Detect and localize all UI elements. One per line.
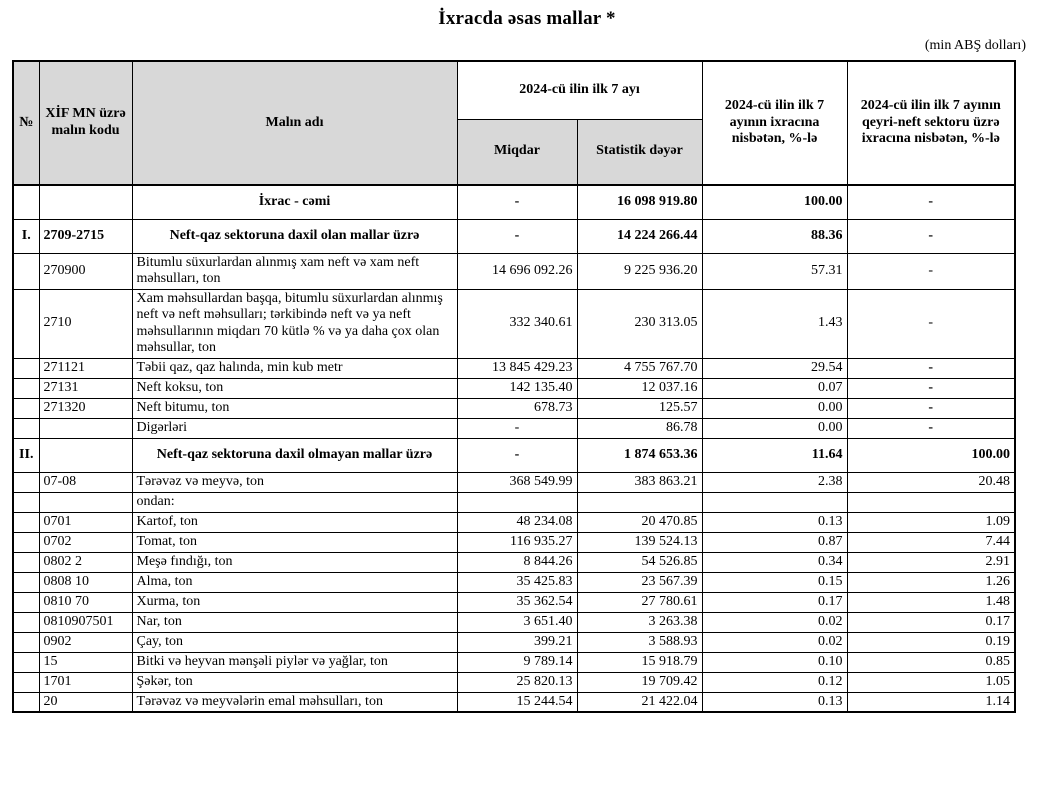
header-code: XİF MN üzrə malın kodu bbox=[39, 61, 132, 185]
cell-code: 0701 bbox=[39, 512, 132, 532]
cell-no bbox=[13, 185, 39, 219]
header-period: 2024-cü ilin ilk 7 ayı bbox=[457, 61, 702, 119]
cell-name: Kartof, ton bbox=[132, 512, 457, 532]
cell-name: Tərəvəz və meyvə, ton bbox=[132, 472, 457, 492]
cell-name: İxrac - cəmi bbox=[132, 185, 457, 219]
cell-name: Tomat, ton bbox=[132, 532, 457, 552]
header-pct-total: 2024-cü ilin ilk 7 ayının ixracına nisbətən, %-lə bbox=[702, 61, 847, 185]
cell-name: Şəkər, ton bbox=[132, 672, 457, 692]
page-title: İxracda əsas mallar * bbox=[438, 8, 616, 29]
cell-no bbox=[13, 532, 39, 552]
cell-name: Alma, ton bbox=[132, 572, 457, 592]
cell-code: 271320 bbox=[39, 398, 132, 418]
cell-name: Xam məhsullardan başqa, bitumlu süxurlardan alınmış neft və neft məhsulları; tərkibində neft və ya neft məhsullarının miqdarı 70 kütlə % və ya daha çox olan məhsullar, ton bbox=[132, 289, 457, 358]
cell-stat-value: 15 918.79 bbox=[577, 652, 702, 672]
table-row bbox=[13, 492, 1015, 512]
cell-pct-nonoil: 100.00 bbox=[847, 438, 1015, 472]
table-row bbox=[13, 219, 1015, 253]
table-row bbox=[13, 512, 1015, 532]
cell-pct-total: 1.43 bbox=[702, 289, 847, 358]
cell-code: 2710 bbox=[39, 289, 132, 358]
cell-pct-total: 29.54 bbox=[702, 358, 847, 378]
cell-quantity: 8 844.26 bbox=[457, 552, 577, 572]
cell-pct-nonoil: - bbox=[847, 185, 1015, 219]
cell-stat-value: 54 526.85 bbox=[577, 552, 702, 572]
cell-stat-value: 383 863.21 bbox=[577, 472, 702, 492]
table-row bbox=[13, 418, 1015, 438]
cell-code: 0802 2 bbox=[39, 552, 132, 572]
cell-code: 07-08 bbox=[39, 472, 132, 492]
cell-pct-nonoil: 1.09 bbox=[847, 512, 1015, 532]
cell-stat-value: 23 567.39 bbox=[577, 572, 702, 592]
cell-no bbox=[13, 672, 39, 692]
cell-no bbox=[13, 552, 39, 572]
cell-stat-value: 16 098 919.80 bbox=[577, 185, 702, 219]
cell-quantity: 368 549.99 bbox=[457, 472, 577, 492]
cell-stat-value: 1 874 653.36 bbox=[577, 438, 702, 472]
cell-stat-value bbox=[577, 492, 702, 512]
exports-table bbox=[12, 60, 1016, 713]
cell-pct-nonoil: - bbox=[847, 219, 1015, 253]
cell-quantity: - bbox=[457, 185, 577, 219]
table-body bbox=[13, 185, 1015, 712]
cell-no bbox=[13, 492, 39, 512]
cell-code bbox=[39, 185, 132, 219]
table-row bbox=[13, 692, 1015, 712]
header-pct-nonoil: 2024-cü ilin ilk 7 ayının qeyri-neft sektoru üzrə ixracına nisbətən, %-lə bbox=[847, 61, 1015, 185]
cell-stat-value: 125.57 bbox=[577, 398, 702, 418]
cell-stat-value: 3 263.38 bbox=[577, 612, 702, 632]
cell-pct-total: 0.87 bbox=[702, 532, 847, 552]
cell-pct-total bbox=[702, 492, 847, 512]
cell-quantity: 35 362.54 bbox=[457, 592, 577, 612]
cell-stat-value: 12 037.16 bbox=[577, 378, 702, 398]
cell-code: 0808 10 bbox=[39, 572, 132, 592]
cell-code bbox=[39, 418, 132, 438]
table-row bbox=[13, 632, 1015, 652]
cell-no bbox=[13, 632, 39, 652]
cell-name: Nar, ton bbox=[132, 612, 457, 632]
cell-code bbox=[39, 492, 132, 512]
table-row bbox=[13, 592, 1015, 612]
cell-quantity: 14 696 092.26 bbox=[457, 253, 577, 289]
table-header bbox=[13, 61, 1015, 185]
cell-no bbox=[13, 572, 39, 592]
cell-pct-nonoil: 0.85 bbox=[847, 652, 1015, 672]
cell-stat-value: 230 313.05 bbox=[577, 289, 702, 358]
cell-pct-nonoil: - bbox=[847, 418, 1015, 438]
cell-pct-total: 0.07 bbox=[702, 378, 847, 398]
table-row bbox=[13, 253, 1015, 289]
cell-pct-nonoil: - bbox=[847, 289, 1015, 358]
cell-pct-nonoil: - bbox=[847, 358, 1015, 378]
cell-no bbox=[13, 418, 39, 438]
cell-quantity: - bbox=[457, 418, 577, 438]
table-row bbox=[13, 289, 1015, 358]
cell-code: 270900 bbox=[39, 253, 132, 289]
cell-code: 27131 bbox=[39, 378, 132, 398]
cell-code: 271121 bbox=[39, 358, 132, 378]
cell-quantity: - bbox=[457, 438, 577, 472]
table-row bbox=[13, 552, 1015, 572]
cell-name: Neft bitumu, ton bbox=[132, 398, 457, 418]
cell-pct-total: 0.10 bbox=[702, 652, 847, 672]
cell-quantity: 678.73 bbox=[457, 398, 577, 418]
cell-pct-nonoil: 1.48 bbox=[847, 592, 1015, 612]
cell-name: Meşə fındığı, ton bbox=[132, 552, 457, 572]
cell-name: Neft-qaz sektoruna daxil olmayan mallar üzrə bbox=[132, 438, 457, 472]
cell-quantity: 399.21 bbox=[457, 632, 577, 652]
cell-pct-total: 0.00 bbox=[702, 418, 847, 438]
cell-pct-total: 0.17 bbox=[702, 592, 847, 612]
cell-no bbox=[13, 289, 39, 358]
cell-pct-total: 0.02 bbox=[702, 632, 847, 652]
cell-no: I. bbox=[13, 219, 39, 253]
cell-quantity bbox=[457, 492, 577, 512]
cell-name: Neft koksu, ton bbox=[132, 378, 457, 398]
cell-pct-total: 0.13 bbox=[702, 512, 847, 532]
cell-pct-total: 0.02 bbox=[702, 612, 847, 632]
cell-no bbox=[13, 592, 39, 612]
cell-no bbox=[13, 358, 39, 378]
cell-stat-value: 4 755 767.70 bbox=[577, 358, 702, 378]
cell-quantity: - bbox=[457, 219, 577, 253]
cell-stat-value: 3 588.93 bbox=[577, 632, 702, 652]
cell-code: 0810907501 bbox=[39, 612, 132, 632]
cell-no bbox=[13, 378, 39, 398]
cell-stat-value: 21 422.04 bbox=[577, 692, 702, 712]
cell-name: ondan: bbox=[132, 492, 457, 512]
header-name: Malın adı bbox=[132, 61, 457, 185]
cell-quantity: 35 425.83 bbox=[457, 572, 577, 592]
cell-pct-nonoil: 0.19 bbox=[847, 632, 1015, 652]
cell-code: 2709-2715 bbox=[39, 219, 132, 253]
cell-stat-value: 20 470.85 bbox=[577, 512, 702, 532]
cell-pct-nonoil: - bbox=[847, 253, 1015, 289]
cell-no bbox=[13, 612, 39, 632]
cell-no bbox=[13, 253, 39, 289]
cell-code: 20 bbox=[39, 692, 132, 712]
cell-no bbox=[13, 652, 39, 672]
cell-pct-nonoil: 2.91 bbox=[847, 552, 1015, 572]
cell-stat-value: 139 524.13 bbox=[577, 532, 702, 552]
table-row bbox=[13, 652, 1015, 672]
cell-stat-value: 86.78 bbox=[577, 418, 702, 438]
cell-quantity: 142 135.40 bbox=[457, 378, 577, 398]
cell-quantity: 15 244.54 bbox=[457, 692, 577, 712]
header-no: № bbox=[13, 61, 39, 185]
header-stat-value: Statistik dəyər bbox=[577, 119, 702, 185]
cell-quantity: 116 935.27 bbox=[457, 532, 577, 552]
cell-pct-total: 0.13 bbox=[702, 692, 847, 712]
header-quantity: Miqdar bbox=[457, 119, 577, 185]
cell-quantity: 25 820.13 bbox=[457, 672, 577, 692]
cell-name: Xurma, ton bbox=[132, 592, 457, 612]
table-row bbox=[13, 398, 1015, 418]
cell-code: 15 bbox=[39, 652, 132, 672]
cell-stat-value: 19 709.42 bbox=[577, 672, 702, 692]
cell-pct-nonoil: 1.14 bbox=[847, 692, 1015, 712]
cell-stat-value: 27 780.61 bbox=[577, 592, 702, 612]
cell-name: Çay, ton bbox=[132, 632, 457, 652]
cell-pct-nonoil: 20.48 bbox=[847, 472, 1015, 492]
cell-pct-nonoil: - bbox=[847, 398, 1015, 418]
table-row bbox=[13, 185, 1015, 219]
cell-name: Digərləri bbox=[132, 418, 457, 438]
cell-pct-total: 0.34 bbox=[702, 552, 847, 572]
table-row bbox=[13, 438, 1015, 472]
cell-pct-total: 11.64 bbox=[702, 438, 847, 472]
cell-pct-nonoil: 7.44 bbox=[847, 532, 1015, 552]
cell-pct-nonoil bbox=[847, 492, 1015, 512]
cell-no: II. bbox=[13, 438, 39, 472]
table-row bbox=[13, 378, 1015, 398]
cell-code: 1701 bbox=[39, 672, 132, 692]
table-row bbox=[13, 358, 1015, 378]
cell-code: 0702 bbox=[39, 532, 132, 552]
cell-pct-total: 0.15 bbox=[702, 572, 847, 592]
cell-pct-nonoil: - bbox=[847, 378, 1015, 398]
cell-no bbox=[13, 512, 39, 532]
cell-quantity: 332 340.61 bbox=[457, 289, 577, 358]
table-row bbox=[13, 532, 1015, 552]
cell-pct-total: 57.31 bbox=[702, 253, 847, 289]
table-row bbox=[13, 672, 1015, 692]
table-row bbox=[13, 472, 1015, 492]
cell-name: Bitumlu süxurlardan alınmış xam neft və xam neft məhsulları, ton bbox=[132, 253, 457, 289]
cell-no bbox=[13, 398, 39, 418]
cell-no bbox=[13, 692, 39, 712]
cell-pct-total: 88.36 bbox=[702, 219, 847, 253]
table-row bbox=[13, 612, 1015, 632]
cell-name: Tərəvəz və meyvələrin emal məhsulları, ton bbox=[132, 692, 457, 712]
cell-name: Təbii qaz, qaz halında, min kub metr bbox=[132, 358, 457, 378]
cell-quantity: 9 789.14 bbox=[457, 652, 577, 672]
cell-pct-nonoil: 1.26 bbox=[847, 572, 1015, 592]
cell-pct-total: 100.00 bbox=[702, 185, 847, 219]
cell-code: 0810 70 bbox=[39, 592, 132, 612]
cell-name: Bitki və heyvan mənşəli piylər və yağlar, ton bbox=[132, 652, 457, 672]
cell-pct-total: 2.38 bbox=[702, 472, 847, 492]
cell-no bbox=[13, 472, 39, 492]
cell-stat-value: 9 225 936.20 bbox=[577, 253, 702, 289]
header-row-1 bbox=[13, 61, 1015, 119]
cell-quantity: 3 651.40 bbox=[457, 612, 577, 632]
cell-quantity: 13 845 429.23 bbox=[457, 358, 577, 378]
cell-code: 0902 bbox=[39, 632, 132, 652]
cell-pct-total: 0.00 bbox=[702, 398, 847, 418]
table-row bbox=[13, 572, 1015, 592]
cell-pct-nonoil: 0.17 bbox=[847, 612, 1015, 632]
cell-name: Neft-qaz sektoruna daxil olan mallar üzrə bbox=[132, 219, 457, 253]
cell-stat-value: 14 224 266.44 bbox=[577, 219, 702, 253]
cell-pct-total: 0.12 bbox=[702, 672, 847, 692]
cell-code bbox=[39, 438, 132, 472]
cell-pct-nonoil: 1.05 bbox=[847, 672, 1015, 692]
unit-note: (min ABŞ dolları) bbox=[924, 38, 1026, 53]
cell-quantity: 48 234.08 bbox=[457, 512, 577, 532]
